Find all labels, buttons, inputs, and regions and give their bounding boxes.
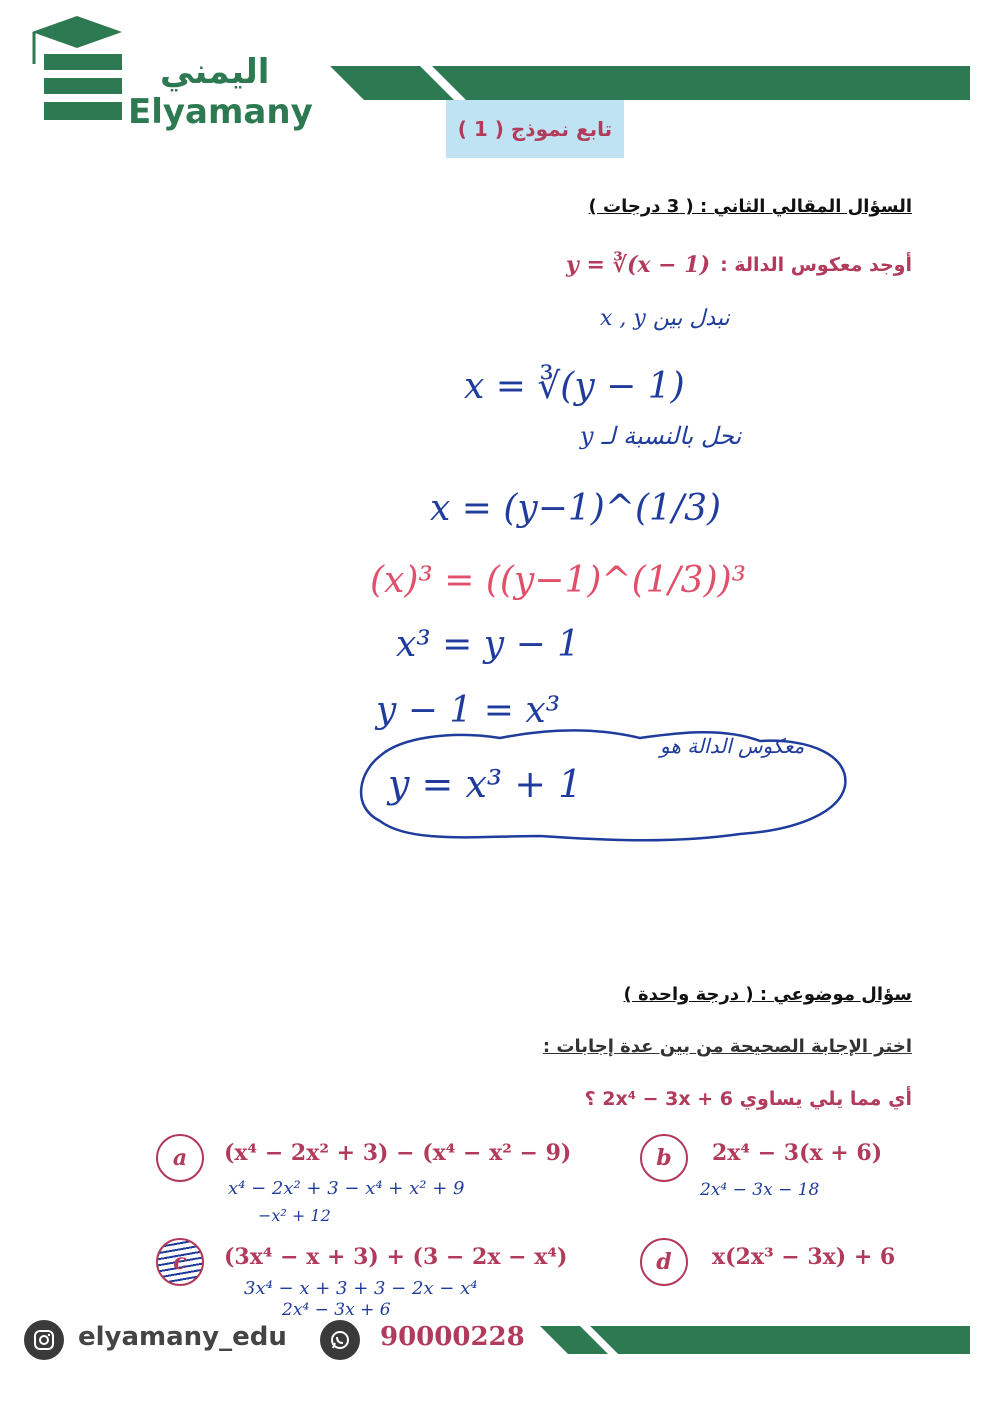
option-b-work-line1: 2x⁴ − 3x − 18: [700, 1180, 820, 1200]
handwritten-step4: x³ = y − 1: [396, 624, 581, 665]
question2-prompt: أوجد معكوس الدالة :: [720, 254, 912, 276]
handwritten-final: y = x³ + 1: [388, 762, 583, 806]
logo-arabic: اليمني: [160, 52, 270, 92]
option-a-work-line2: −x² + 12: [258, 1206, 331, 1225]
handwritten-note-isolate: نحل بالنسبة لـ y: [580, 422, 742, 450]
option-a-letter[interactable]: a: [156, 1134, 204, 1182]
header-stripe: [330, 66, 970, 100]
option-d-letter[interactable]: d: [640, 1238, 688, 1286]
option-a-work-line1: x⁴ − 2x² + 3 − x⁴ + x² + 9: [228, 1178, 465, 1199]
option-c-work-line1: 3x⁴ − x + 3 + 3 − 2x − x⁴: [244, 1278, 478, 1299]
objective-question: أي مما يلي يساوي 2x⁴ − 3x + 6 ؟: [584, 1088, 912, 1110]
question2-function: y = ∛(x − 1): [566, 252, 710, 278]
instagram-handle[interactable]: elyamany_edu: [78, 1322, 287, 1352]
footer-stripe: [540, 1326, 970, 1354]
question2-title: السؤال المقالي الثاني : ( 3 درجات ): [588, 196, 912, 217]
instagram-icon: [24, 1320, 64, 1360]
handwritten-step3: (x)³ = ((y−1)^(1/3))³: [370, 560, 747, 601]
logo-english: Elyamany: [128, 92, 313, 132]
handwritten-final-note: معكوس الدالة هو: [660, 734, 805, 758]
option-c-work-line2: 2x⁴ − 3x + 6: [282, 1300, 391, 1320]
objective-instruction: اختر الإجابة الصحيحة من بين عدة إجابات :: [542, 1036, 912, 1057]
whatsapp-icon: [320, 1320, 360, 1360]
handwritten-step5: y − 1 = x³: [376, 690, 561, 731]
option-d-expression[interactable]: x(2x³ − 3x) + 6: [712, 1244, 896, 1270]
option-c-expression[interactable]: (3x⁴ − x + 3) + (3 − 2x − x⁴): [224, 1244, 568, 1270]
option-b-letter[interactable]: b: [640, 1134, 688, 1182]
model-label: تابع نموذج ( 1 ): [446, 100, 624, 158]
option-b-expression[interactable]: 2x⁴ − 3(x + 6): [712, 1140, 883, 1166]
handwritten-step1: x = ∛(y − 1): [464, 366, 685, 407]
phone-number[interactable]: 90000228: [380, 1322, 525, 1352]
option-a-expression[interactable]: (x⁴ − 2x² + 3) − (x⁴ − x² − 9): [224, 1140, 572, 1166]
handwritten-note-swap: نبدل بين x , y: [600, 306, 730, 331]
logo-mark: [22, 14, 132, 134]
handwritten-step2: x = (y−1)^(1/3): [430, 488, 722, 529]
objective-title: سؤال موضوعي : ( درجة واحدة ): [623, 984, 912, 1005]
option-c-letter-selected[interactable]: c: [156, 1238, 204, 1286]
